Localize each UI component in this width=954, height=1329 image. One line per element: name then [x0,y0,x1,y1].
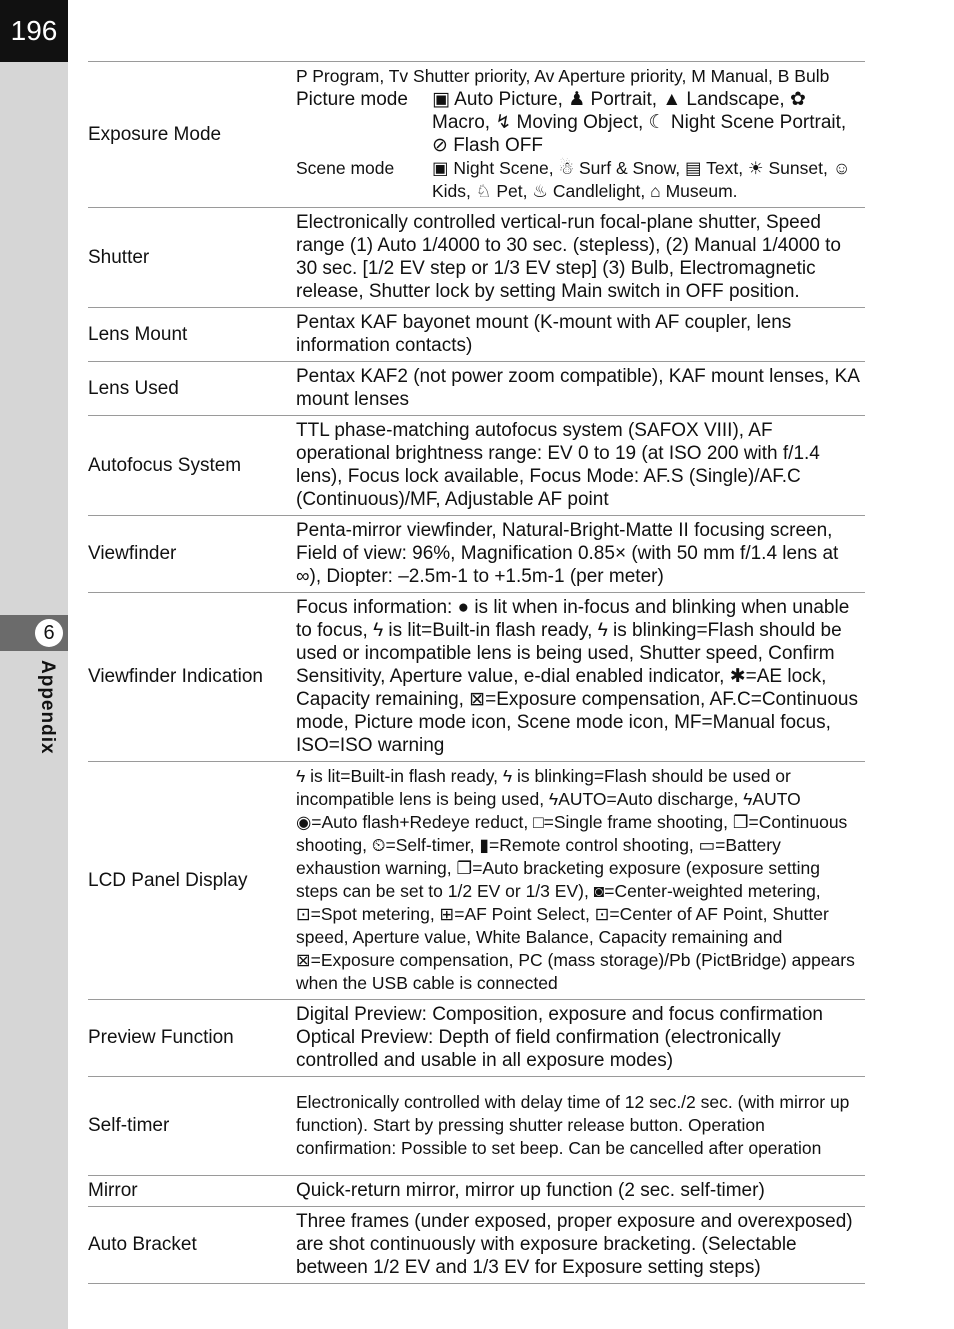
spec-label: Preview Function [88,1000,296,1077]
table-row [88,1077,865,1176]
spec-label: Autofocus System [88,416,296,516]
spec-value: Pentax KAF2 (not power zoom compatible), KAF mount lenses, KA mount lenses [296,362,865,416]
spec-value: Pentax KAF bayonet mount (K-mount with AF coupler, lens information contacts) [296,308,865,362]
spec-label: Lens Mount [88,308,296,362]
chapter-title: Appendix [37,660,58,755]
spec-value: Quick-return mirror, mirror up function (2 sec. self-timer) [296,1176,865,1207]
spec-label: Exposure Mode [88,62,296,208]
spec-value: Digital Preview: Composition, exposure and focus confirmation Optical Preview: Depth of field confirmation (electronically controlled and usable in all exposure modes) [296,1000,865,1077]
table-row [88,416,865,516]
spec-value [296,62,865,208]
picture-mode-row [296,88,865,157]
spec-label: Viewfinder Indication [88,593,296,762]
table-row [88,1207,865,1284]
table-row [88,308,865,362]
spec-label: Viewfinder [88,516,296,593]
spec-value: Focus information: ● is lit when in-focus and blinking when unable to focus, ϟ is lit=Built-in flash ready, ϟ is blinking=Flash should be used or incompatible lens is being used, Shutter speed, Confirm Sensitivity, Aperture value, e-dial enabled indicator, ✱=AE lock, Capacity remaining, ⊠=Exposure compensation, AF.C=Continuous mode, Picture mode icon, Scene mode icon, MF=Manual focus, ISO=ISO warning [296,593,865,762]
spec-value: TTL phase-matching autofocus system (SAFOX VIII), AF operational brightness range: EV 0 to 19 (at ISO 200 with f/1.4 lens), Focus lock available, Focus Mode: AF.S (Single)/AF.C (Continuous)/MF, Adjustable AF point [296,416,865,516]
scene-mode-label: Scene mode [296,158,395,178]
spec-label: LCD Panel Display [88,762,296,1000]
spec-value: Three frames (under exposed, proper exposure and overexposed) are shot continuously with exposure bracketing. (Selectable between 1/2 EV and 1/3 EV for Exposure setting steps) [296,1207,865,1284]
spec-value: Penta-mirror viewfinder, Natural-Bright-Matte II focusing screen, Field of view: 96%, Magnification 0.85× (with 50 mm f/1.4 lens at ∞), Diopter: –2.5m-1 to +1.5m-1 (per meter) [296,516,865,593]
spec-label: Lens Used [88,362,296,416]
table-row [88,762,865,1000]
picture-mode-value: ▣ Auto Picture, ♟ Portrait, ▲ Landscape, ✿ Macro, ↯ Moving Object, ☾ Night Scene Portrait, ⊘ Flash OFF [432,89,847,156]
table-row [88,516,865,593]
spec-value: ϟ is lit=Built-in flash ready, ϟ is blinking=Flash should be used or incompatible lens is being used, ϟAUTO=Auto discharge, ϟAUTO ◉=Auto flash+Redeye reduct, □=Single frame shooting, ❐=Continuous shooting, ⏲=Self-timer, ▮=Remote control shooting, ▭=Battery exhaustion warning, ❐=Auto bracketing exposure (exposure setting steps can be set to 1/2 EV or 1/3 EV), ◙=Center-weighted metering, ⊡=Spot metering, ⊞=AF Point Select, ⊡=Center of AF Point, Shutter speed, Aperture value, White Balance, Capacity remaining and ⊠=Exposure compensation, PC (mass storage)/Pb (PictBridge) appears when the USB cable is connected [296,762,865,1000]
table-row [88,208,865,308]
table-row [88,62,865,208]
scene-mode-value: ▣ Night Scene, ☃ Surf & Snow, ▤ Text, ☀ Sunset, ☺ Kids, ♘ Pet, ♨ Candlelight, ⌂ Museum. [432,158,851,201]
table-row [88,362,865,416]
scene-mode-row [296,157,865,203]
picture-mode-label: Picture mode [296,89,408,110]
spec-table [88,61,865,1284]
spec-label: Mirror [88,1176,296,1207]
spec-value: Electronically controlled with delay time of 12 sec./2 sec. (with mirror up function). Start by pressing shutter release button. Operation confirmation: Possible to set beep. Can be cancelled after operation [296,1077,865,1176]
page-number: 196 [0,0,68,62]
table-row [88,1000,865,1077]
spec-value: Electronically controlled vertical-run focal-plane shutter, Speed range (1) Auto 1/4000 to 30 sec. (stepless), (2) Manual 1/4000 to 30 sec. [1/2 EV step or 1/3 EV step] (3) Bulb, Electromagnetic release, Shutter lock by setting Main switch in OFF position. [296,208,865,308]
spec-label: Shutter [88,208,296,308]
exposure-modes-line: P Program, Tv Shutter priority, Av Aperture priority, M Manual, B Bulb [296,66,830,86]
chapter-number: 6 [35,619,63,647]
spec-label: Self-timer [88,1077,296,1176]
table-row [88,1176,865,1207]
spec-label: Auto Bracket [88,1207,296,1284]
table-row [88,593,865,762]
